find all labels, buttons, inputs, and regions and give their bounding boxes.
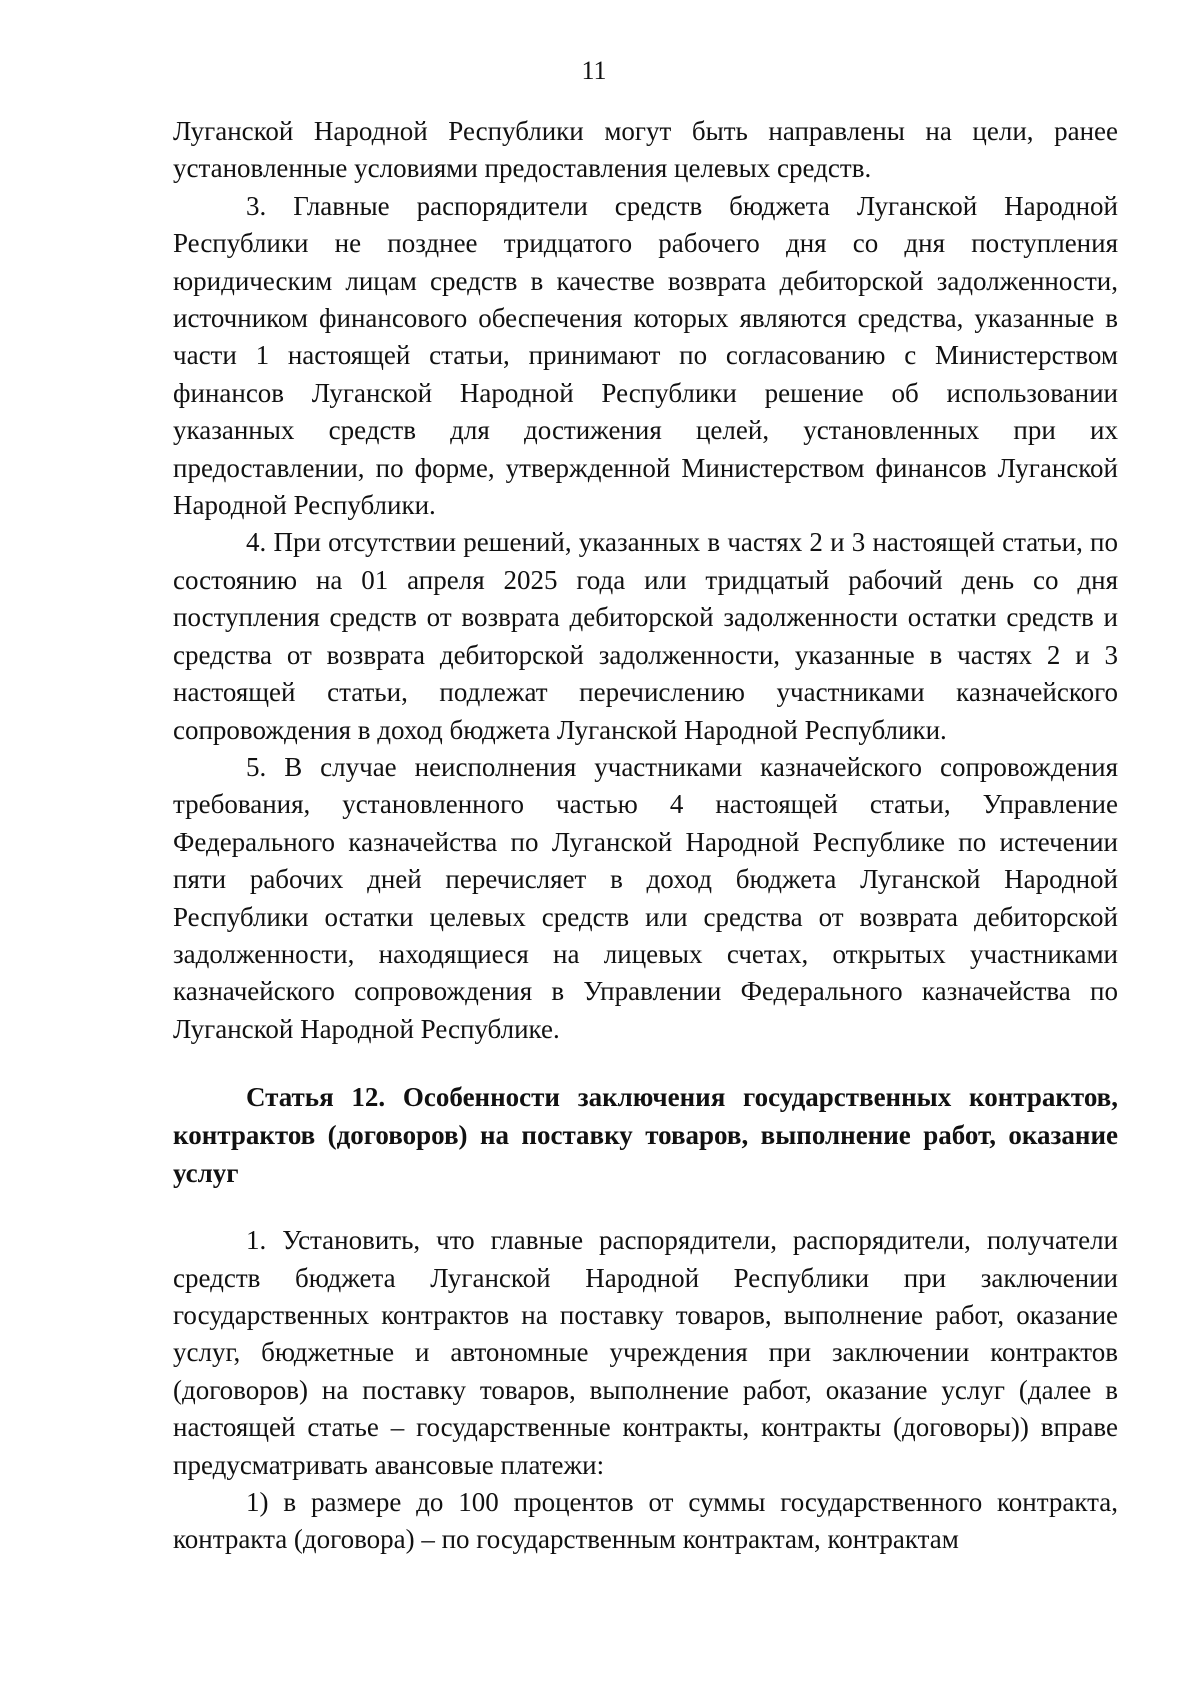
paragraph-part-3: 3. Главные распорядители средств бюджета Луганской Народной Республики не позднее тридцатого рабочего дня со дня поступления юридическим лицам средств в качестве возврата дебиторской задолженности, источником финансового обеспечения которых являются средства, указанные в части 1 настоящей статьи, принимают по согласованию с Министерством финансов Луганской Народной Республики решение об использовании указанных средств для достижения целей, установленных при их предоставлении, по форме, утвержденной Министерством финансов Луганской Народной Республики. [173,190,1118,521]
paragraph-continuation: Луганской Народной Республики могут быть направлены на цели, ранее установленные условиями предоставления целевых средств. [173,116,1118,184]
paragraph-part-5: 5. В случае неисполнения участниками казначейского сопровождения требования, установленного частью 4 настоящей статьи, Управление Федерального казначейства по Луганской Народной Республике по истечении пяти рабочих дней перечисляет в доход бюджета Луганской Народной Республики остатки целевых средств или средства от возврата дебиторской задолженности, находящиеся на лицевых счетах, открытых участниками казначейского сопровождения в Управлении Федерального казначейства по Луганской Народной Республике. [173,751,1118,1044]
document-body [173,113,1118,1559]
paragraph-article-12-part-1: 1. Установить, что главные распорядители, распорядители, получатели средств бюджета Луганской Народной Республики при заключении государственных контрактов на поставку товаров, выполнение работ, оказание услуг, бюджетные и автономные учреждения при заключении контрактов (договоров) на поставку товаров, выполнение работ, оказание услуг (далее в настоящей статье – государственные контракты, контракты (договоры)) вправе предусматривать авансовые платежи: [173,1225,1118,1480]
page-number: 11 [581,56,607,85]
article-12-heading: Статья 12. Особенности заключения государственных контрактов, контрактов (договоров) на поставку товаров, выполнение работ, оказание услуг [173,1082,1118,1189]
paragraph-part-4: 4. При отсутствии решений, указанных в частях 2 и 3 настоящей статьи, по состоянию на 01 апреля 2025 года или тридцатый рабочий день со дня поступления средств от возврата дебиторской задолженности остатки средств и средства от возврата дебиторской задолженности, указанные в частях 2 и 3 настоящей статьи, подлежат перечислению участниками казначейского сопровождения в доход бюджета Луганской Народной Республики. [173,527,1118,745]
paragraph-article-12-item-1: 1) в размере до 100 процентов от суммы государственного контракта, контракта (договора) – по государственным контрактам, контрактам [173,1487,1118,1555]
